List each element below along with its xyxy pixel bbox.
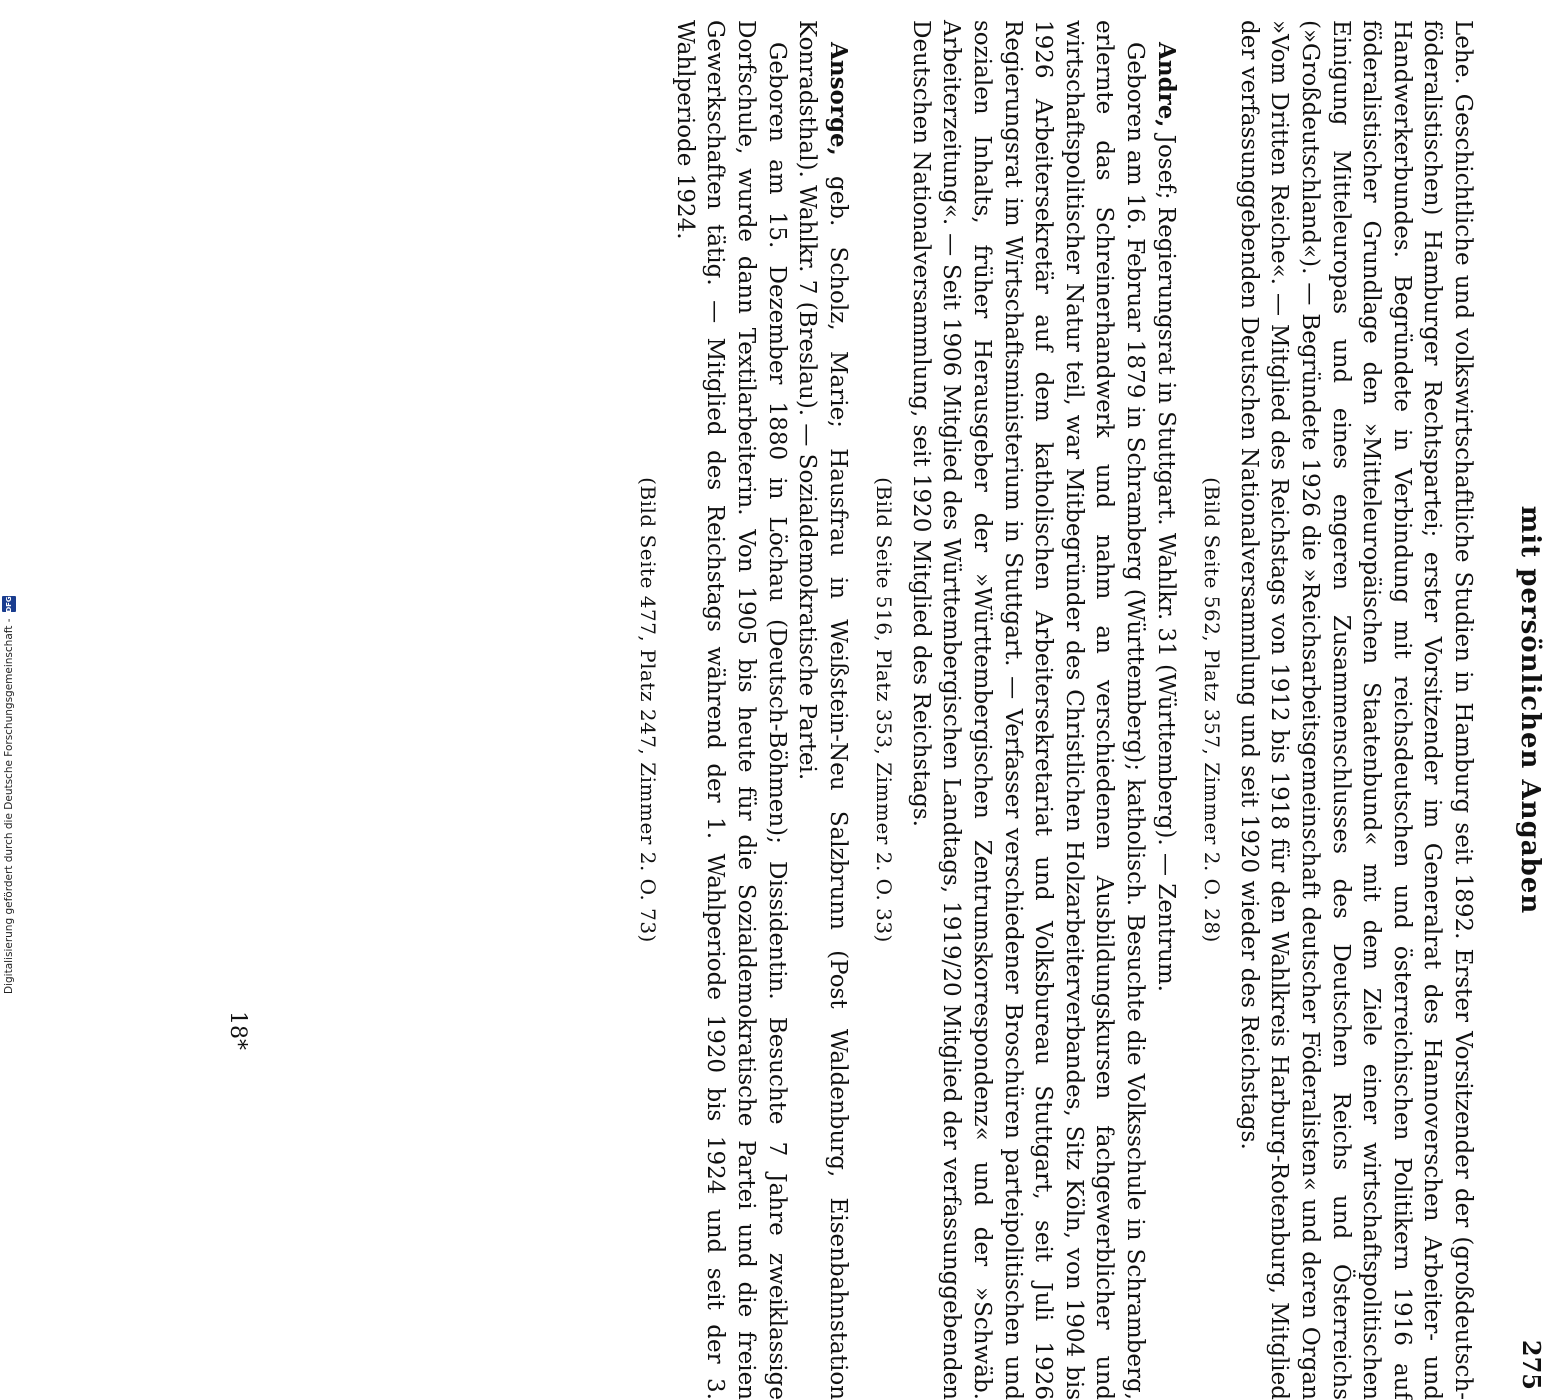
entry-heading <box>792 20 853 1400</box>
page-header <box>1510 20 1550 1400</box>
digitization-credit <box>0 0 18 1000</box>
entry-paragraph: Geboren am 15. Dezember 1880 in Löchau (Deutsch-Böhmen); Dissidentin. Besuchte 7 Jahre zweiklassige Dorfschule, wurde dann Textilarbeiterin. Von 1905 bis heute für die Sozialdemokratische Partei und die freien Gewerkschaften tätig. — Mitglied des Reichstags während der 1. Wahlperiode 1920 bis 1924 und seit der 3. Wahlperiode 1924. <box>671 20 790 1400</box>
entry-ansorge <box>633 20 853 1400</box>
image-reference: (Bild Seite 562, Platz 357, Zimmer 2. O. 28) <box>1200 477 1225 943</box>
entry-heading <box>1150 20 1181 1400</box>
dfg-logo-icon: DFG <box>2 596 16 612</box>
entry-paragraph: Geboren am 16. Februar 1879 in Schramberg (Württemberg); katholisch. Besuchte die Volksschule in Schramberg, erlernte das Schreinerhandwerk und nahm an verschiedenen Ausbildungskursen fachgewerblicher und wirtschaftspolitischer Natur teil, war Mitbegründer des Christlichen Holzarbeiterverbandes, Sitz Köln, von 1904 bis 1926 Arbeitersekretär auf dem katholischen Arbeitersekretariat und Volksbureau Stuttgart, seit Juli 1926 Regierungsrat im Wirtschaftsministerium in Stuttgart. — Verfasser verschiedener Broschüren parteipolitischen und sozialen Inhalts, früher Herausgeber der »Württembergischen Zentrumskorrespondenz« und der »Schwäb. Arbeiterzeitung«. — Seit 1906 Mitglied des Württembergischen Landtags, 1919/20 Mitglied der verfassunggebenden Deutschen Nationalversammlung, seit 1920 Mitglied des Reichstags. <box>907 20 1149 1400</box>
credit-text: Digitalisierung gefördert durch die Deutsche Forschungsgemeinschaft - <box>3 618 15 994</box>
image-reference: (Bild Seite 516, Platz 353, Zimmer 2. O. 33) <box>872 477 897 943</box>
entry-andre <box>869 20 1181 1400</box>
document-page <box>80 20 1550 1400</box>
signature-mark: 18* <box>225 1011 250 1050</box>
entry-name: Andre, <box>1152 42 1180 128</box>
body-text <box>617 20 1478 1400</box>
entry-head-text: geb. Scholz, Marie; Hausfrau in Weißstein-Neu Salzbrunn (Post Waldenburg, Eisenbahnstation Konradsthal). Wahlkr. 7 (Breslau). — Sozialdemokratische Partei. <box>794 20 851 1400</box>
page-number: 275 <box>1517 1339 1546 1390</box>
entry-continuation <box>1197 20 1478 1400</box>
entry-paragraph: Lehe. Geschichtliche und volkswirtschaftliche Studien in Hamburg seit 1892. Erster Vorsitzender der (großdeutsch-föderalistischen) Hamburger Rechtspartei; erster Vorsitzender im Generalrat des Hannoverschen Arbeiter- und Handwerkerbundes. Begründete in Verbindung mit reichsdeutschen und österreichischen Politikern 1916 auf föderalistischer Grundlage den »Mitteleuropäischen Staatenbund« mit dem Ziele einer wirtschaftspolitischen Einigung Mitteleuropas und eines engeren Zusammenschlusses des Deutschen Reichs und Österreichs (»Großdeutschland«). — Begründete 1926 die »Reichsarbeitsgemeinschaft deutscher Föderalisten« und deren Organ »Vom Dritten Reiche«. — Mitglied des Reichstags von 1912 bis 1918 für den Wahlkreis Harburg-Rotenburg, Mitglied der verfassunggebenden Deutschen Nationalversammlung und seit 1920 wieder des Reichstags. <box>1235 20 1476 1400</box>
image-reference: (Bild Seite 477, Platz 247, Zimmer 2. O. 73) <box>636 477 661 943</box>
entry-head-text: Josef; Regierungsrat in Stuttgart. Wahlkr. 31 (Württemberg). — Zentrum. <box>1152 127 1179 992</box>
entry-name: Ansorge, <box>824 42 852 156</box>
running-title: mit persönlichen Angaben <box>1515 505 1545 915</box>
